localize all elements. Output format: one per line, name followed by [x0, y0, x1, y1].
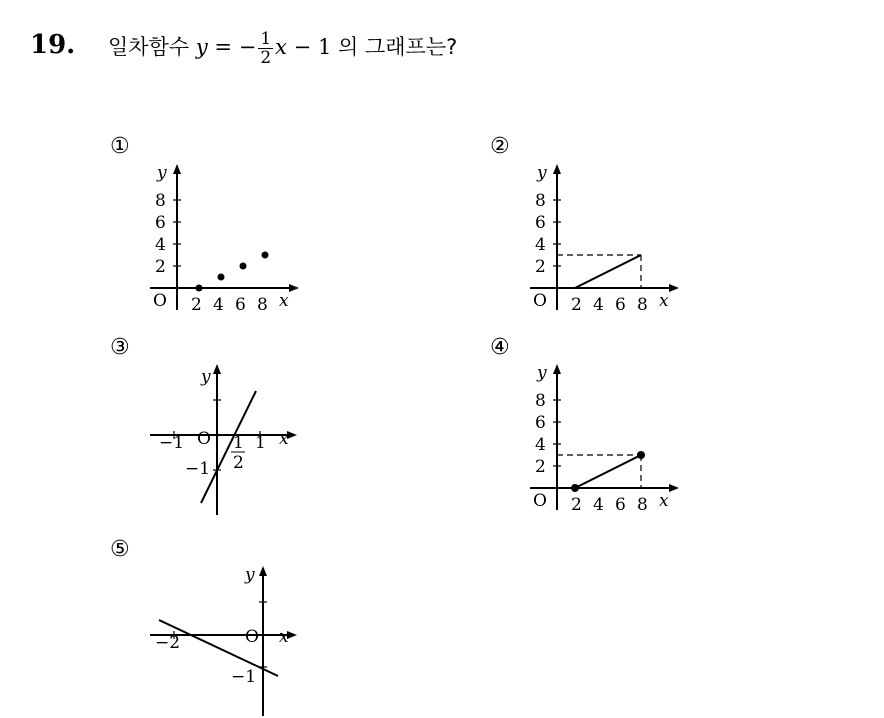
question-text [108, 22, 457, 72]
y-tick-6: 6 [535, 213, 546, 233]
choice-4-graph[interactable] [525, 360, 685, 520]
question-prefix: 일차함수 [108, 35, 190, 59]
choice-1-graph[interactable] [145, 160, 305, 320]
x-tick-8: 8 [257, 295, 268, 315]
graph-segment [575, 455, 641, 488]
data-points [196, 252, 269, 292]
choice-2-graph[interactable] [525, 160, 685, 320]
data-point [240, 263, 247, 270]
x-tick-6: 6 [615, 495, 626, 515]
eq-x: x [275, 35, 287, 59]
choice-4-label[interactable]: ④ [490, 335, 510, 360]
y-tick-8: 8 [535, 191, 546, 211]
choice-5-graph[interactable] [145, 562, 305, 718]
data-point [218, 274, 225, 281]
eq-fraction [258, 30, 273, 67]
x-tick-4: 4 [593, 495, 604, 515]
y-tick-neg-1: −1 [185, 459, 211, 479]
data-point [196, 285, 203, 292]
choice-3-graph[interactable] [145, 360, 305, 520]
x-tick-4: 4 [593, 295, 604, 315]
origin-label: O [245, 627, 259, 647]
x-arrow [669, 484, 679, 492]
x-tick-8: 8 [637, 495, 648, 515]
origin-label: O [197, 429, 211, 449]
y-tick-4: 4 [155, 235, 166, 255]
origin-label: O [533, 491, 547, 511]
origin-label: O [533, 291, 547, 311]
x-axis-label: x [659, 291, 669, 311]
x-tick-neg-1: −1 [159, 433, 185, 453]
y-tick-2: 2 [535, 257, 546, 277]
x-tick-neg-2: −2 [155, 633, 181, 653]
y-arrow [553, 364, 561, 374]
choice-2-label[interactable]: ② [490, 134, 510, 159]
y-tick-neg-1: −1 [231, 667, 257, 687]
x-axis-label: x [279, 429, 289, 449]
endpoint-start [571, 484, 579, 492]
eq-equals: = [214, 35, 233, 59]
question-suffix: 의 그래프는? [338, 35, 458, 59]
y-tick-6: 6 [535, 413, 546, 433]
y-arrow [213, 364, 221, 374]
x-arrow [289, 284, 299, 292]
y-axis-label: y [537, 163, 547, 183]
x-tick-8: 8 [637, 295, 648, 315]
x-intercept-frac-num: 1 [233, 433, 244, 453]
eq-y: y [195, 35, 208, 59]
origin-label: O [153, 291, 167, 311]
x-tick-2: 2 [571, 495, 582, 515]
x-tick-4: 4 [213, 295, 224, 315]
data-point [262, 252, 269, 259]
x-axis-label: x [279, 291, 289, 311]
graph-segment [575, 255, 641, 288]
choice-1-label[interactable]: ① [110, 134, 130, 159]
x-axis-label: x [279, 627, 289, 647]
x-tick-1: 1 [255, 433, 266, 453]
x-tick-2: 2 [571, 295, 582, 315]
y-axis-label: y [245, 565, 255, 585]
y-axis-label: y [201, 367, 211, 387]
y-axis-label: y [537, 363, 547, 383]
eq-minus: − [238, 35, 257, 59]
x-intercept-frac-den: 2 [233, 453, 244, 473]
x-tick-6: 6 [235, 295, 246, 315]
x-arrow [669, 284, 679, 292]
choice-5-label[interactable]: ⑤ [110, 537, 130, 562]
y-arrow [173, 164, 181, 174]
y-tick-4: 4 [535, 235, 546, 255]
y-tick-2: 2 [155, 257, 166, 277]
y-tick-6: 6 [155, 213, 166, 233]
y-tick-8: 8 [535, 391, 546, 411]
question-number: 19. [30, 30, 76, 60]
y-arrow [259, 566, 267, 576]
y-tick-4: 4 [535, 435, 546, 455]
eq-frac-num: 1 [260, 29, 272, 49]
y-tick-2: 2 [535, 457, 546, 477]
endpoint-end [637, 451, 645, 459]
x-axis-label: x [659, 491, 669, 511]
eq-frac-den: 2 [260, 48, 272, 68]
y-tick-8: 8 [155, 191, 166, 211]
y-axis-label: y [157, 163, 167, 183]
y-arrow [553, 164, 561, 174]
choice-3-label[interactable]: ③ [110, 335, 130, 360]
eq-tail: − 1 [293, 35, 332, 59]
x-tick-6: 6 [615, 295, 626, 315]
x-tick-2: 2 [191, 295, 202, 315]
